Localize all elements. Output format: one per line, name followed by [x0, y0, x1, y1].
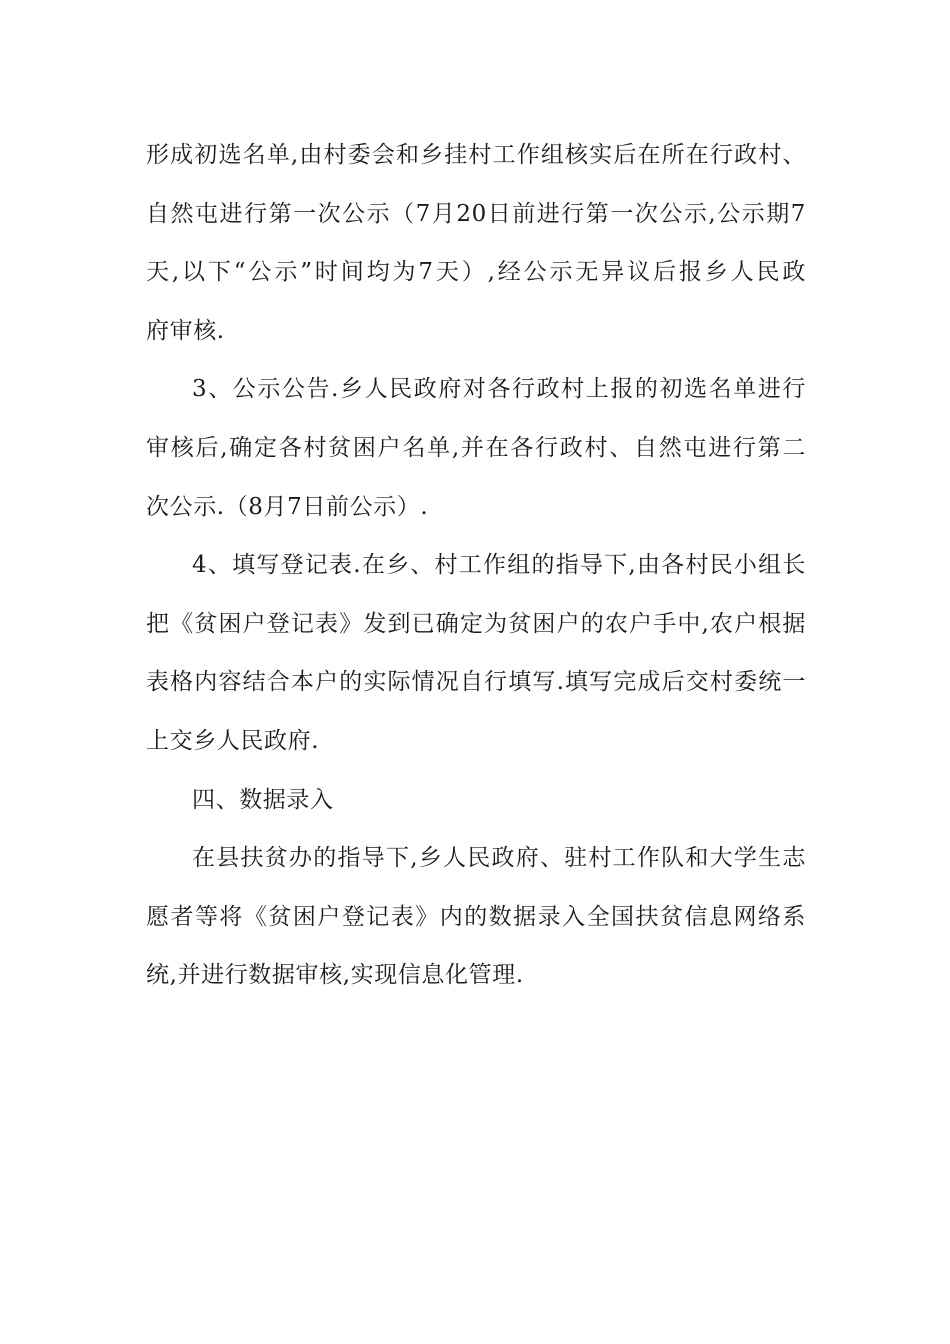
paragraph-line: 审核后,确定各村贫困户名单,并在各行政村、自然屯进行第二: [146, 434, 806, 461]
paragraph-line: 上交乡人民政府.: [146, 727, 320, 754]
document-body: [146, 126, 806, 1005]
paragraph-line: 在县扶贫办的指导下,乡人民政府、驻村工作队和大学生志: [192, 845, 806, 872]
paragraph-line: 天,以下“公示”时间均为7天）,经公示无异议后报乡人民政: [146, 259, 806, 286]
paragraph-line: 4、填写登记表.在乡、村工作组的指导下,由各村民小组长: [192, 552, 806, 579]
paragraph-line: 自然屯进行第一次公示（7月20日前进行第一次公示,公示期7: [146, 200, 806, 227]
paragraph-line: 形成初选名单,由村委会和乡挂村工作组核实后在所在行政村、: [146, 142, 806, 168]
paragraph-line: 次公示.（8月7日前公示）.: [146, 493, 429, 520]
paragraph-line: 愿者等将《贫困户登记表》内的数据录入全国扶贫信息网络系: [146, 903, 806, 930]
paragraph-line: 3、公示公告.乡人民政府对各行政村上报的初选名单进行: [192, 376, 806, 403]
paragraph-line: 府审核.: [146, 317, 225, 344]
paragraph-line: 把《贫困户登记表》发到已确定为贫困户的农户手中,农户根据: [146, 610, 806, 637]
paragraph-line: 统,并进行数据审核,实现信息化管理.: [146, 962, 524, 989]
paragraph-line: 表格内容结合本户的实际情况自行填写.填写完成后交村委统一: [146, 669, 806, 696]
section-heading: 四、数据录入: [192, 786, 334, 813]
